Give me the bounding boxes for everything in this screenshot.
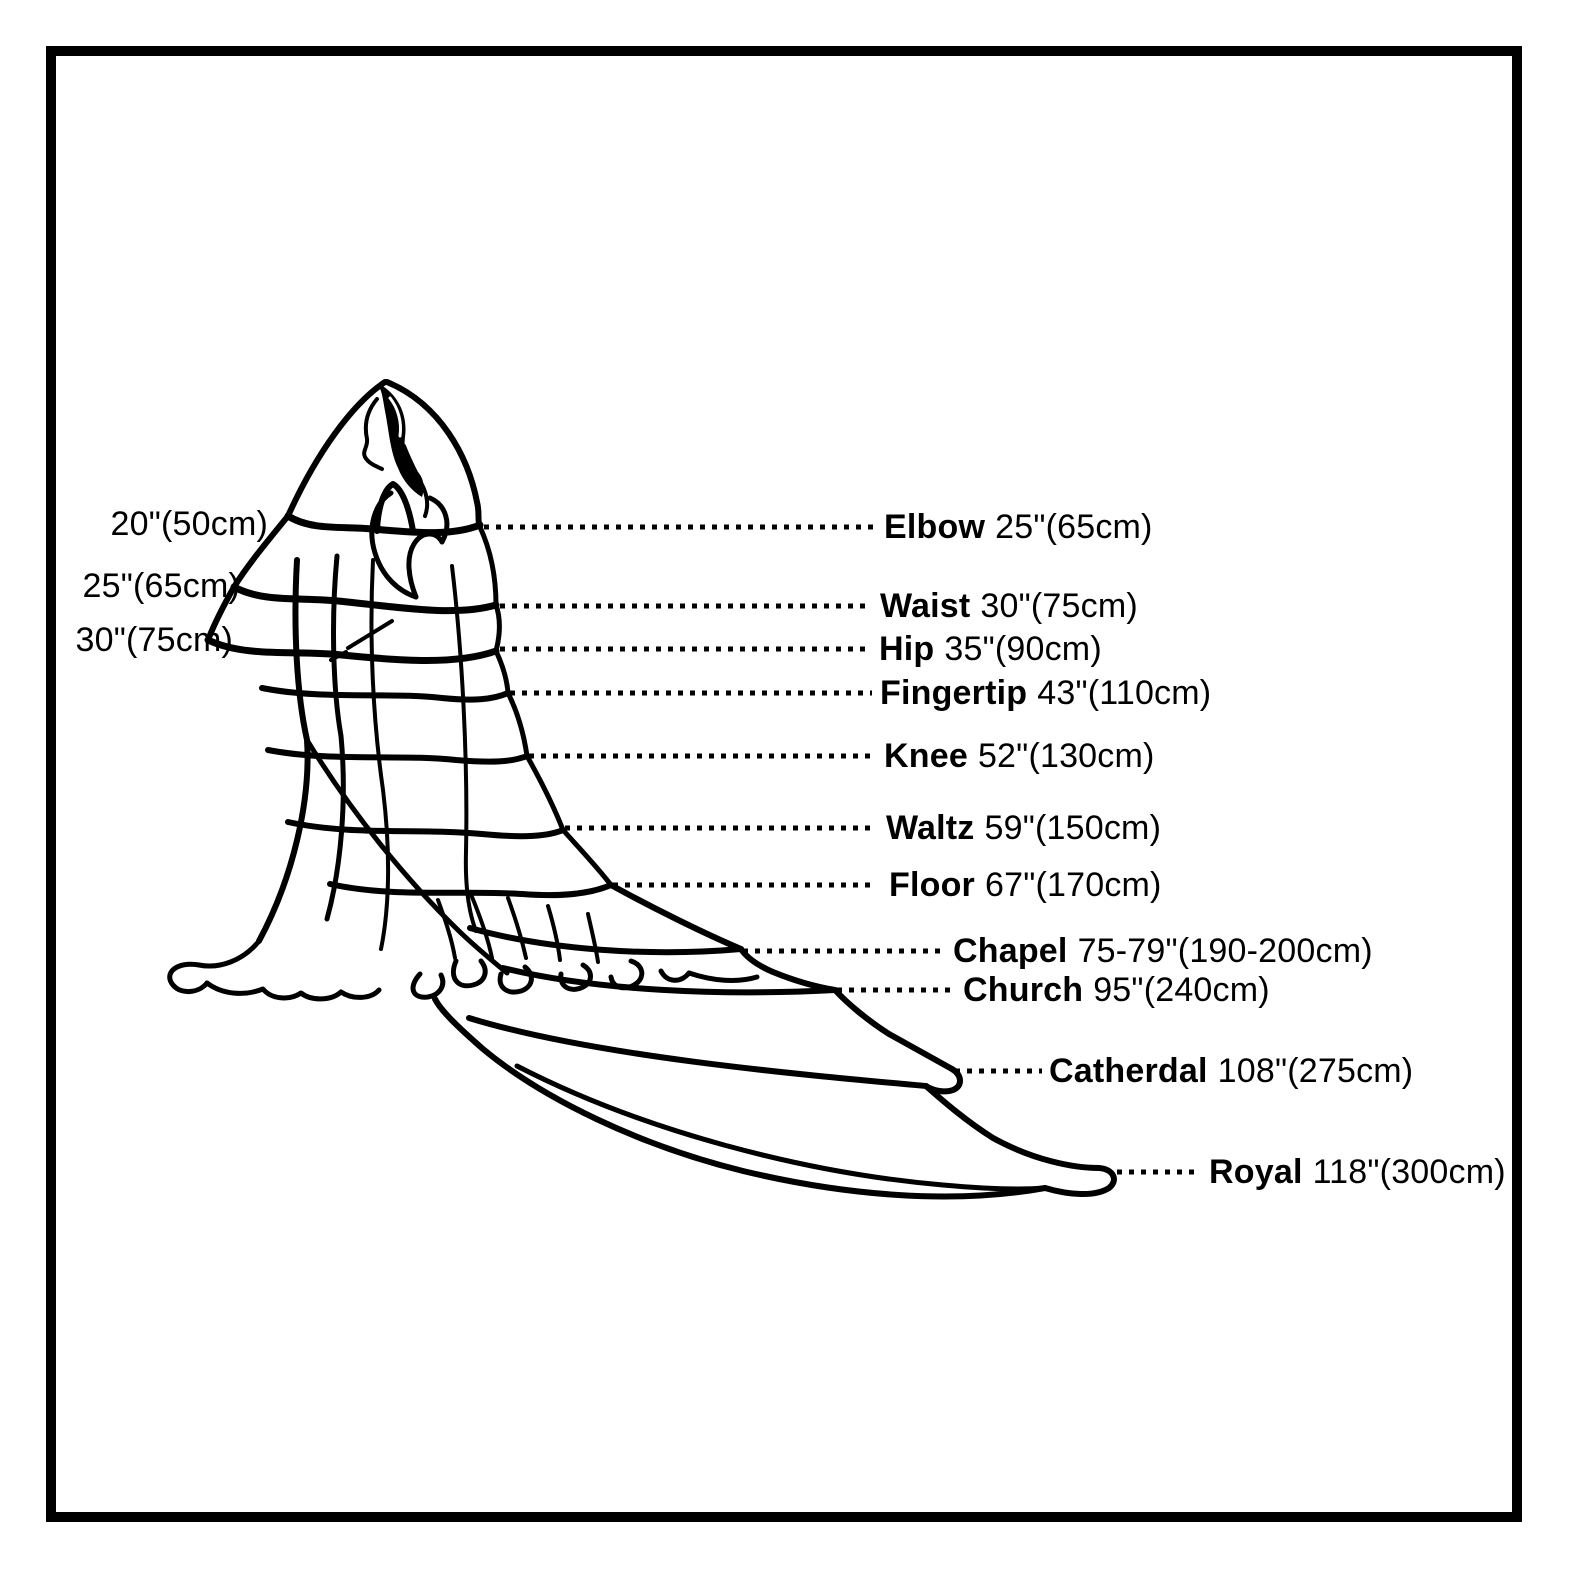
label-church-name: Church <box>963 971 1084 1009</box>
label-elbow <box>884 510 1153 544</box>
label-waist-size: 30"(75cm) <box>980 587 1138 625</box>
label-elbow-name: Elbow <box>884 508 986 546</box>
label-fingertip-name: Fingertip <box>880 674 1028 712</box>
label-waltz-name: Waltz <box>886 809 975 847</box>
label-royal-name: Royal <box>1209 1153 1303 1191</box>
label-church <box>963 973 1270 1007</box>
label-knee-name: Knee <box>884 737 968 775</box>
label-waltz <box>886 811 1161 845</box>
label-hip <box>879 632 1102 666</box>
label-chapel <box>953 934 1373 968</box>
label-elbow-size: 25"(65cm) <box>995 508 1153 546</box>
label-hip-size: 35"(90cm) <box>944 630 1102 668</box>
label-royal <box>1209 1155 1506 1189</box>
label-waist <box>880 589 1138 623</box>
label-church-size: 95"(240cm) <box>1093 971 1270 1009</box>
label-waltz-size: 59"(150cm) <box>984 809 1162 847</box>
label-catherdal <box>1049 1054 1413 1088</box>
label-floor-name: Floor <box>889 866 975 904</box>
label-knee-size: 52"(130cm) <box>977 737 1155 775</box>
label-floor <box>889 868 1162 902</box>
label-chapel-size: 75-79"(190-200cm) <box>1077 932 1373 970</box>
label-waist-name: Waist <box>880 587 971 625</box>
bride-head <box>364 385 427 516</box>
label-catherdal-name: Catherdal <box>1049 1052 1208 1090</box>
label-chapel-name: Chapel <box>953 932 1068 970</box>
left-measurement-25in: 25"(65cm) <box>82 567 240 605</box>
label-royal-size: 118"(300cm) <box>1312 1153 1506 1191</box>
skirt-folds <box>438 892 598 962</box>
label-hip-name: Hip <box>879 630 935 668</box>
label-catherdal-size: 108"(275cm) <box>1217 1052 1414 1090</box>
bride-body <box>259 484 507 973</box>
label-fingertip-size: 43"(110cm) <box>1037 674 1212 712</box>
left-measurement-30in: 30"(75cm) <box>75 621 233 659</box>
label-knee <box>884 739 1155 773</box>
label-fingertip <box>880 676 1211 710</box>
label-floor-size: 67"(170cm) <box>984 866 1162 904</box>
left-measurement-20in: 20"(50cm) <box>110 505 268 543</box>
